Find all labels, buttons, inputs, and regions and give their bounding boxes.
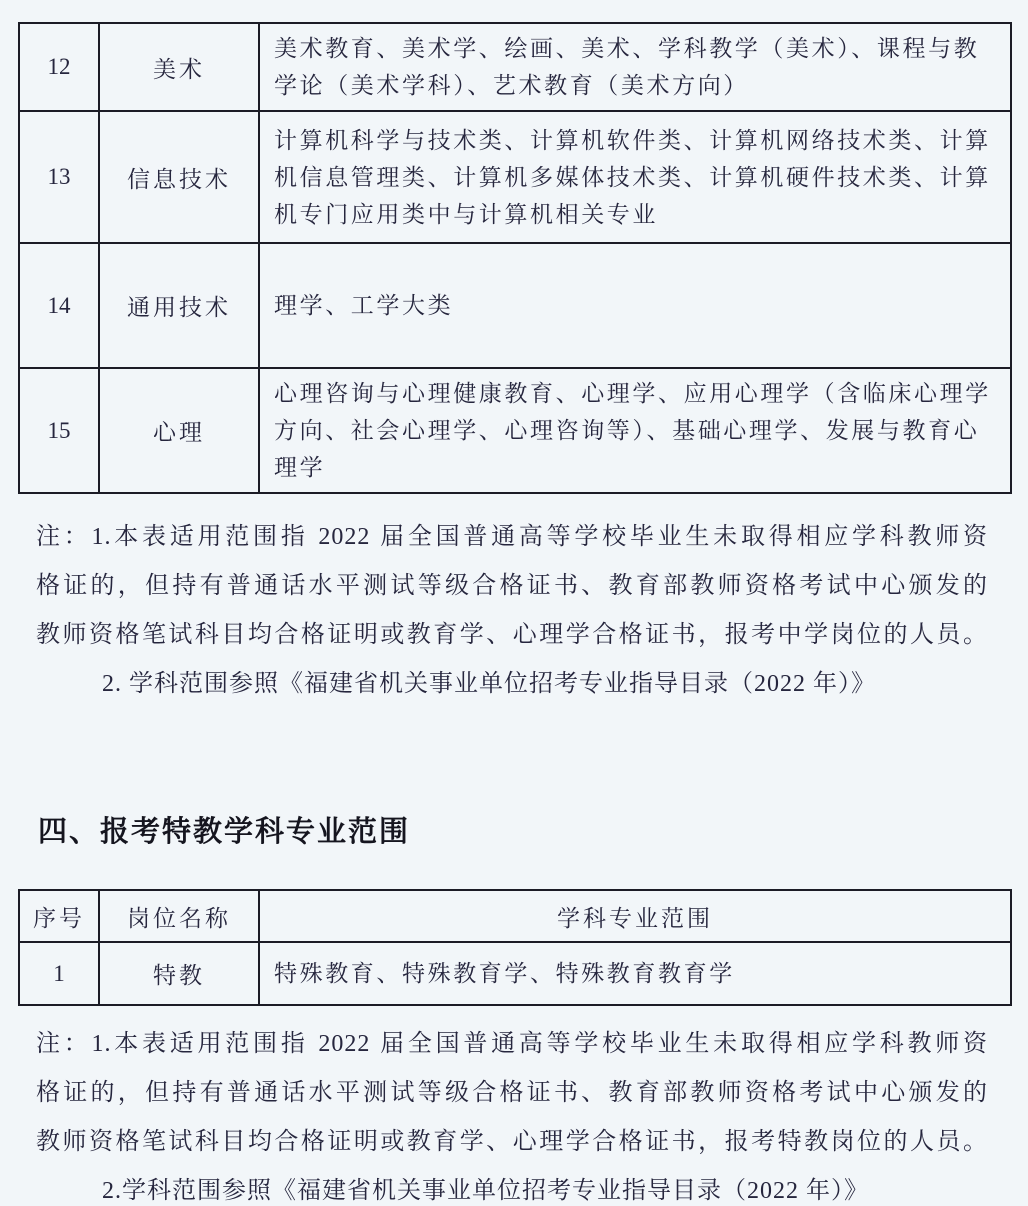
table-row-12 bbox=[19, 23, 1011, 111]
note-line: 2.学科范围参照《福建省机关事业单位招考专业指导目录（2022 年）》 bbox=[102, 1178, 869, 1204]
post-name: 特教 bbox=[99, 942, 259, 1005]
subject-name: 心理 bbox=[99, 368, 259, 493]
table-row-1 bbox=[19, 942, 1011, 1005]
special-education-table bbox=[18, 889, 1012, 1006]
column-header-range: 学科专业范围 bbox=[259, 890, 1011, 942]
note-line: 注：1.本表适用范围指 2022 届全国普通高等学校毕业生未取得相应学科教师资 bbox=[36, 524, 988, 550]
subject-name: 美术 bbox=[99, 23, 259, 111]
table-header-row bbox=[19, 890, 1011, 942]
major-range: 美术教育、美术学、绘画、美术、学科教学（美术）、课程与教学论（美术学科）、艺术教育（美术方向） bbox=[259, 23, 1011, 111]
row-number: 12 bbox=[19, 23, 99, 111]
section-heading: 四、报考特教学科专业范围 bbox=[38, 816, 411, 848]
table-row-15 bbox=[19, 368, 1011, 493]
table-row-13 bbox=[19, 111, 1011, 243]
major-range: 计算机科学与技术类、计算机软件类、计算机网络技术类、计算机信息管理类、计算机多媒体技术类、计算机硬件技术类、计算机专门应用类中与计算机相关专业 bbox=[259, 111, 1011, 243]
note-line: 格证的，但持有普通话水平测试等级合格证书、教育部教师资格考试中心颁发的 bbox=[36, 1080, 988, 1106]
subject-major-range-table bbox=[18, 22, 1012, 494]
note-block-middle-school bbox=[36, 513, 988, 709]
note-line: 教师资格笔试科目均合格证明或教育学、心理学合格证书，报考特教岗位的人员。 bbox=[36, 1129, 988, 1155]
note-line: 教师资格笔试科目均合格证明或教育学、心理学合格证书，报考中学岗位的人员。 bbox=[36, 622, 988, 648]
major-range: 特殊教育、特殊教育学、特殊教育教育学 bbox=[259, 942, 1011, 1005]
major-range: 理学、工学大类 bbox=[259, 243, 1011, 368]
row-number: 15 bbox=[19, 368, 99, 493]
note-line: 2. 学科范围参照《福建省机关事业单位招考专业指导目录（2022 年）》 bbox=[102, 671, 876, 697]
row-number: 13 bbox=[19, 111, 99, 243]
note-block-special-ed bbox=[36, 1020, 988, 1206]
note-line: 格证的，但持有普通话水平测试等级合格证书、教育部教师资格考试中心颁发的 bbox=[36, 573, 988, 599]
note-line: 注：1.本表适用范围指 2022 届全国普通高等学校毕业生未取得相应学科教师资 bbox=[36, 1031, 988, 1057]
subject-name: 信息技术 bbox=[99, 111, 259, 243]
table-row-14 bbox=[19, 243, 1011, 368]
subject-name: 通用技术 bbox=[99, 243, 259, 368]
major-range: 心理咨询与心理健康教育、心理学、应用心理学（含临床心理学方向、社会心理学、心理咨询等）、基础心理学、发展与教育心理学 bbox=[259, 368, 1011, 493]
row-number: 14 bbox=[19, 243, 99, 368]
column-header-no: 序号 bbox=[19, 890, 99, 942]
column-header-post: 岗位名称 bbox=[99, 890, 259, 942]
row-number: 1 bbox=[19, 942, 99, 1005]
